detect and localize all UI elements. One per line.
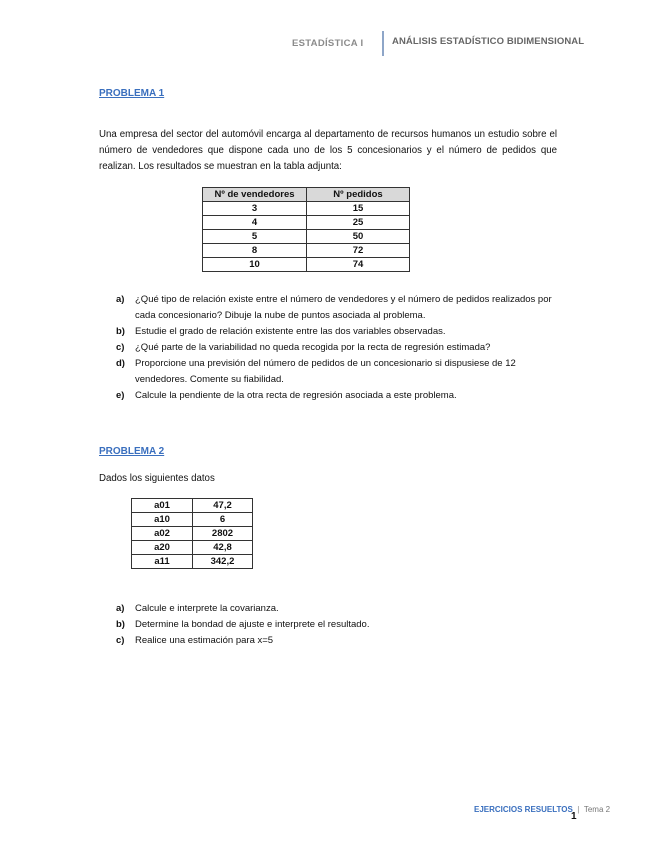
problem-1-intro: Una empresa del sector del automóvil encarga al departamento de recursos humanos un estudio sobre el número de vendedores que dispone cada uno de los 5 concesionarios y el número de pedidos que realizan. Los resultados se muestran en la tabla adjunta: [99, 129, 557, 172]
table-row [132, 513, 253, 527]
problem-1-table [202, 187, 410, 272]
table-cell: 8 [203, 244, 307, 258]
table-cell: 3 [203, 202, 307, 216]
table-cell: 4 [203, 216, 307, 230]
column-header-vendedores: Nº de vendedores [203, 188, 307, 202]
table-row [132, 499, 253, 513]
problem-2-table [131, 498, 253, 569]
list-item [99, 340, 559, 356]
page-number: 1 [571, 811, 577, 822]
table-cell: a02 [132, 527, 193, 541]
question-text: Determine la bondad de ajuste e interprete el resultado. [135, 619, 370, 630]
table-cell: 10 [203, 258, 307, 272]
footer-section: EJERCICIOS RESUELTOS [474, 805, 573, 814]
list-item [99, 601, 559, 617]
table-row [203, 244, 410, 258]
question-label: b) [116, 619, 125, 630]
question-text: Calcule la pendiente de la otra recta de regresión asociada a este problema. [135, 390, 457, 401]
table-row [203, 258, 410, 272]
problem-2-intro: Dados los siguientes datos [99, 473, 215, 484]
table-header-row [203, 188, 410, 202]
list-item [99, 292, 559, 324]
question-text: Estudie el grado de relación existente entre las dos variables observadas. [135, 326, 446, 337]
question-label: a) [116, 603, 125, 614]
table-row [203, 230, 410, 244]
table-row [203, 216, 410, 230]
question-label: a) [116, 294, 125, 305]
table-row [203, 202, 410, 216]
question-label: b) [116, 326, 125, 337]
table-cell: 6 [193, 513, 253, 527]
table-cell: a10 [132, 513, 193, 527]
list-item [99, 388, 559, 404]
table-cell: a01 [132, 499, 193, 513]
table-cell: a20 [132, 541, 193, 555]
question-text: Calcule e interprete la covarianza. [135, 603, 279, 614]
table-cell: 50 [307, 230, 410, 244]
question-label: c) [116, 635, 125, 646]
header-course: ESTADÍSTICA I [292, 38, 364, 49]
list-item [99, 633, 559, 649]
header-topic: ANÁLISIS ESTADÍSTICO BIDIMENSIONAL [392, 36, 585, 47]
header-divider [382, 31, 384, 56]
table-cell: 42,8 [193, 541, 253, 555]
table-row [132, 541, 253, 555]
question-text: Realice una estimación para x=5 [135, 635, 274, 646]
problem-2-questions [99, 601, 559, 649]
list-item [99, 324, 559, 340]
table-cell: 342,2 [193, 555, 253, 569]
table-cell: 5 [203, 230, 307, 244]
table-cell: 74 [307, 258, 410, 272]
question-text: ¿Qué parte de la variabilidad no queda recogida por la recta de regresión estimada? [135, 342, 491, 353]
table-row [132, 555, 253, 569]
table-cell: 15 [307, 202, 410, 216]
question-text: ¿Qué tipo de relación existe entre el número de vendedores y el número de pedidos realizados por cada concesionario? Dibuje la nube de puntos asociada al problema. [135, 294, 552, 321]
question-label: d) [116, 358, 125, 369]
footer-tema: Tema 2 [583, 805, 611, 814]
table-row [132, 527, 253, 541]
problem-1-heading: PROBLEMA 1 [99, 88, 165, 99]
footer-separator: | [577, 805, 580, 814]
table-cell: 47,2 [193, 499, 253, 513]
question-label: c) [116, 342, 125, 353]
table-cell: 2802 [193, 527, 253, 541]
table-cell: a11 [132, 555, 193, 569]
question-label: e) [116, 390, 125, 401]
question-text: Proporcione una previsión del número de pedidos de un concesionario si dispusiese de 12 vendedores. Comente su fiabilidad. [135, 358, 516, 385]
table-cell: 72 [307, 244, 410, 258]
table-cell: 25 [307, 216, 410, 230]
list-item [99, 356, 559, 388]
problem-2-heading: PROBLEMA 2 [99, 446, 165, 457]
list-item [99, 617, 559, 633]
problem-1-questions [99, 292, 559, 404]
column-header-pedidos: Nº pedidos [307, 188, 410, 202]
footer [474, 799, 610, 817]
